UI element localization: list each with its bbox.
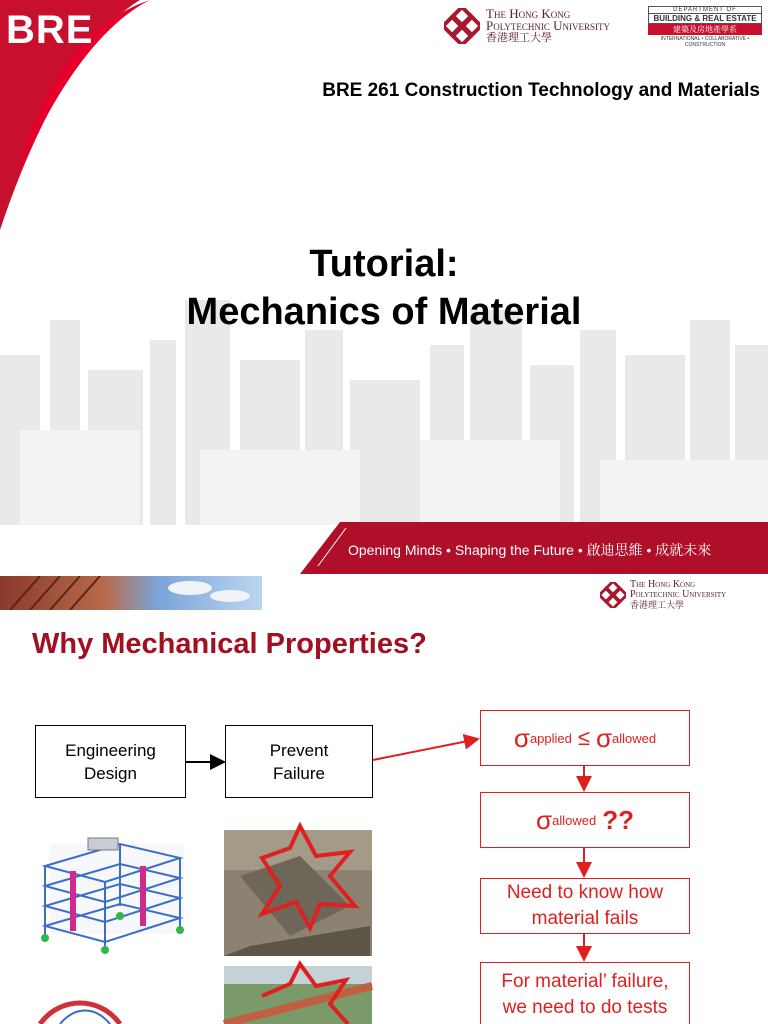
material-failure-line1: For material’ failure, xyxy=(501,971,669,992)
prevent-failure-line2: Failure xyxy=(273,763,325,783)
slide-title: Why Mechanical Properties? xyxy=(32,628,427,660)
stadium-structure-image xyxy=(40,1003,120,1024)
engineering-design-line1: Engineering xyxy=(65,740,156,760)
material-failure-box xyxy=(480,962,690,1024)
department-logo xyxy=(648,6,762,48)
content-slide xyxy=(0,576,768,1024)
engineering-design-line2: Design xyxy=(84,763,137,783)
sigma-symbol: σ xyxy=(536,804,553,835)
stress-condition-box xyxy=(480,710,690,766)
sigma-symbol: σ xyxy=(513,722,530,753)
prevent-failure-box xyxy=(225,725,373,798)
building-collapse-photo xyxy=(224,826,372,956)
allowed-stress-question-box xyxy=(480,792,690,848)
prevent-failure-line1: Prevent xyxy=(269,740,329,760)
need-to-know-box xyxy=(480,878,690,934)
department-name-chinese: 建築及房地產學系 xyxy=(648,24,762,35)
question-marks: ?? xyxy=(602,804,634,835)
building-structure-image xyxy=(41,838,184,954)
leq-symbol: ≤ xyxy=(577,725,590,750)
allowed-subscript: allowed xyxy=(612,730,657,746)
slide-title-line2: Mechanics of Material xyxy=(186,291,582,333)
university-name-chinese: 香港理工大學 xyxy=(486,32,552,44)
department-label: DEPARTMENT OF xyxy=(648,6,762,14)
allowed-subscript: allowed xyxy=(552,812,597,828)
polyu-emblem-icon xyxy=(444,8,480,44)
university-name-line1: The Hong Kong xyxy=(486,6,571,21)
university-name-line2: Polytechnic University xyxy=(630,589,727,600)
slide-title-line1: Tutorial: xyxy=(309,243,459,285)
department-tagline: INTERNATIONAL • COLLABORATIVE • CONSTRUCTION xyxy=(660,36,750,48)
sigma-symbol: σ xyxy=(595,722,612,753)
need-to-know-line1: Need to know how xyxy=(506,882,664,903)
need-to-know-line2: material fails xyxy=(531,908,639,929)
university-name-line2: Polytechnic University xyxy=(486,18,610,33)
bre-logo: BRE xyxy=(6,8,94,52)
engineering-design-box xyxy=(35,725,186,798)
applied-subscript: applied xyxy=(529,730,572,746)
university-name-chinese: 香港理工大學 xyxy=(630,600,685,610)
slide-title xyxy=(0,240,768,336)
bridge-photo xyxy=(224,964,372,1024)
course-title: BRE 261 Construction Technology and Materials xyxy=(322,80,760,101)
university-logo xyxy=(444,6,610,46)
material-failure-line2: we need to do tests xyxy=(502,997,668,1018)
slogan: Opening Minds • Shaping the Future • 啟迪思維 • 成就未來 xyxy=(348,542,712,558)
university-name-line1: The Hong Kong xyxy=(630,579,696,590)
department-name: BUILDING & REAL ESTATE xyxy=(648,14,762,24)
